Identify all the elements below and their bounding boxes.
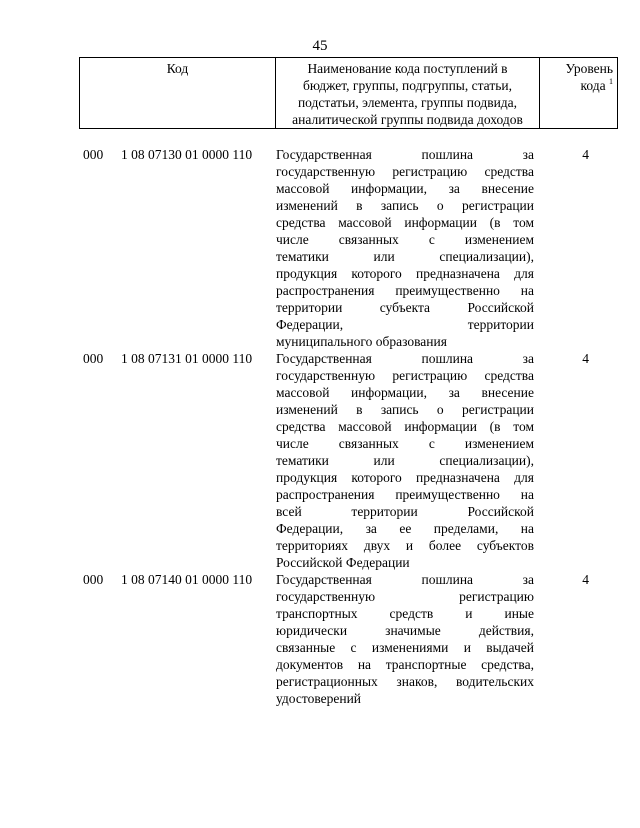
admin-code: 000: [83, 572, 104, 587]
header-level-cell: [540, 58, 618, 129]
header-code-label: Код: [166, 61, 189, 76]
table-header: [79, 57, 618, 129]
table-body: [79, 146, 612, 707]
code-level: 4: [582, 351, 589, 366]
header-level-label: Уровень: [565, 61, 613, 76]
header-name-line: подстатьи, элемента, группы подвида,: [297, 95, 518, 110]
admin-code: 000: [83, 351, 104, 366]
revenue-name: Государственная пошлина за государственную регистрацию средства массовой информации, за внесение изменений в запись о регистрации средства массовой информации (в том числе связанных с изменением тематики или специализации), продукция которого предназначена для распространения преимущественно на всей территории Российской Федерации, за ее пределами, на территориях двух и более субъектов Российской Федерации: [276, 351, 534, 570]
revenue-code: 1 08 07140 01 0000 110: [121, 572, 253, 587]
revenue-name: Государственная пошлина за государственную регистрацию транспортных средств и иные юридически значимые действия, связанные с изменениями и выдачей документов на транспортные средства, регистрационных знаков, водительских удостоверений: [276, 572, 534, 706]
header-name-line: Наименование кода поступлений в: [307, 61, 508, 76]
table-row: [79, 146, 612, 350]
header-name-cell: [276, 58, 540, 129]
revenue-code: 1 08 07130 01 0000 110: [121, 147, 253, 162]
header-name-line: аналитической группы подвида доходов: [292, 112, 523, 127]
revenue-code: 1 08 07131 01 0000 110: [121, 351, 253, 366]
code-level: 4: [582, 572, 589, 587]
header-code-cell: [80, 58, 276, 129]
code-level: 4: [582, 147, 589, 162]
table-row: [79, 350, 612, 571]
page-number: 45: [312, 38, 328, 54]
admin-code: 000: [83, 147, 104, 162]
footnote-marker: 1: [609, 77, 613, 86]
table-row: [79, 571, 612, 707]
header-level-label-line2: кода $^1$: [580, 77, 613, 93]
header-name-line: бюджет, группы, подгруппы, статьи,: [303, 78, 512, 93]
revenue-name: Государственная пошлина за государственную регистрацию средства массовой информации, за внесение изменений в запись о регистрации средства массовой информации (в том числе связанных с изменением тематики или специализации), продукция которого предназначена для распространения преимущественно на территории субъекта Российской Федерации, территории муниципального образования: [276, 147, 534, 349]
